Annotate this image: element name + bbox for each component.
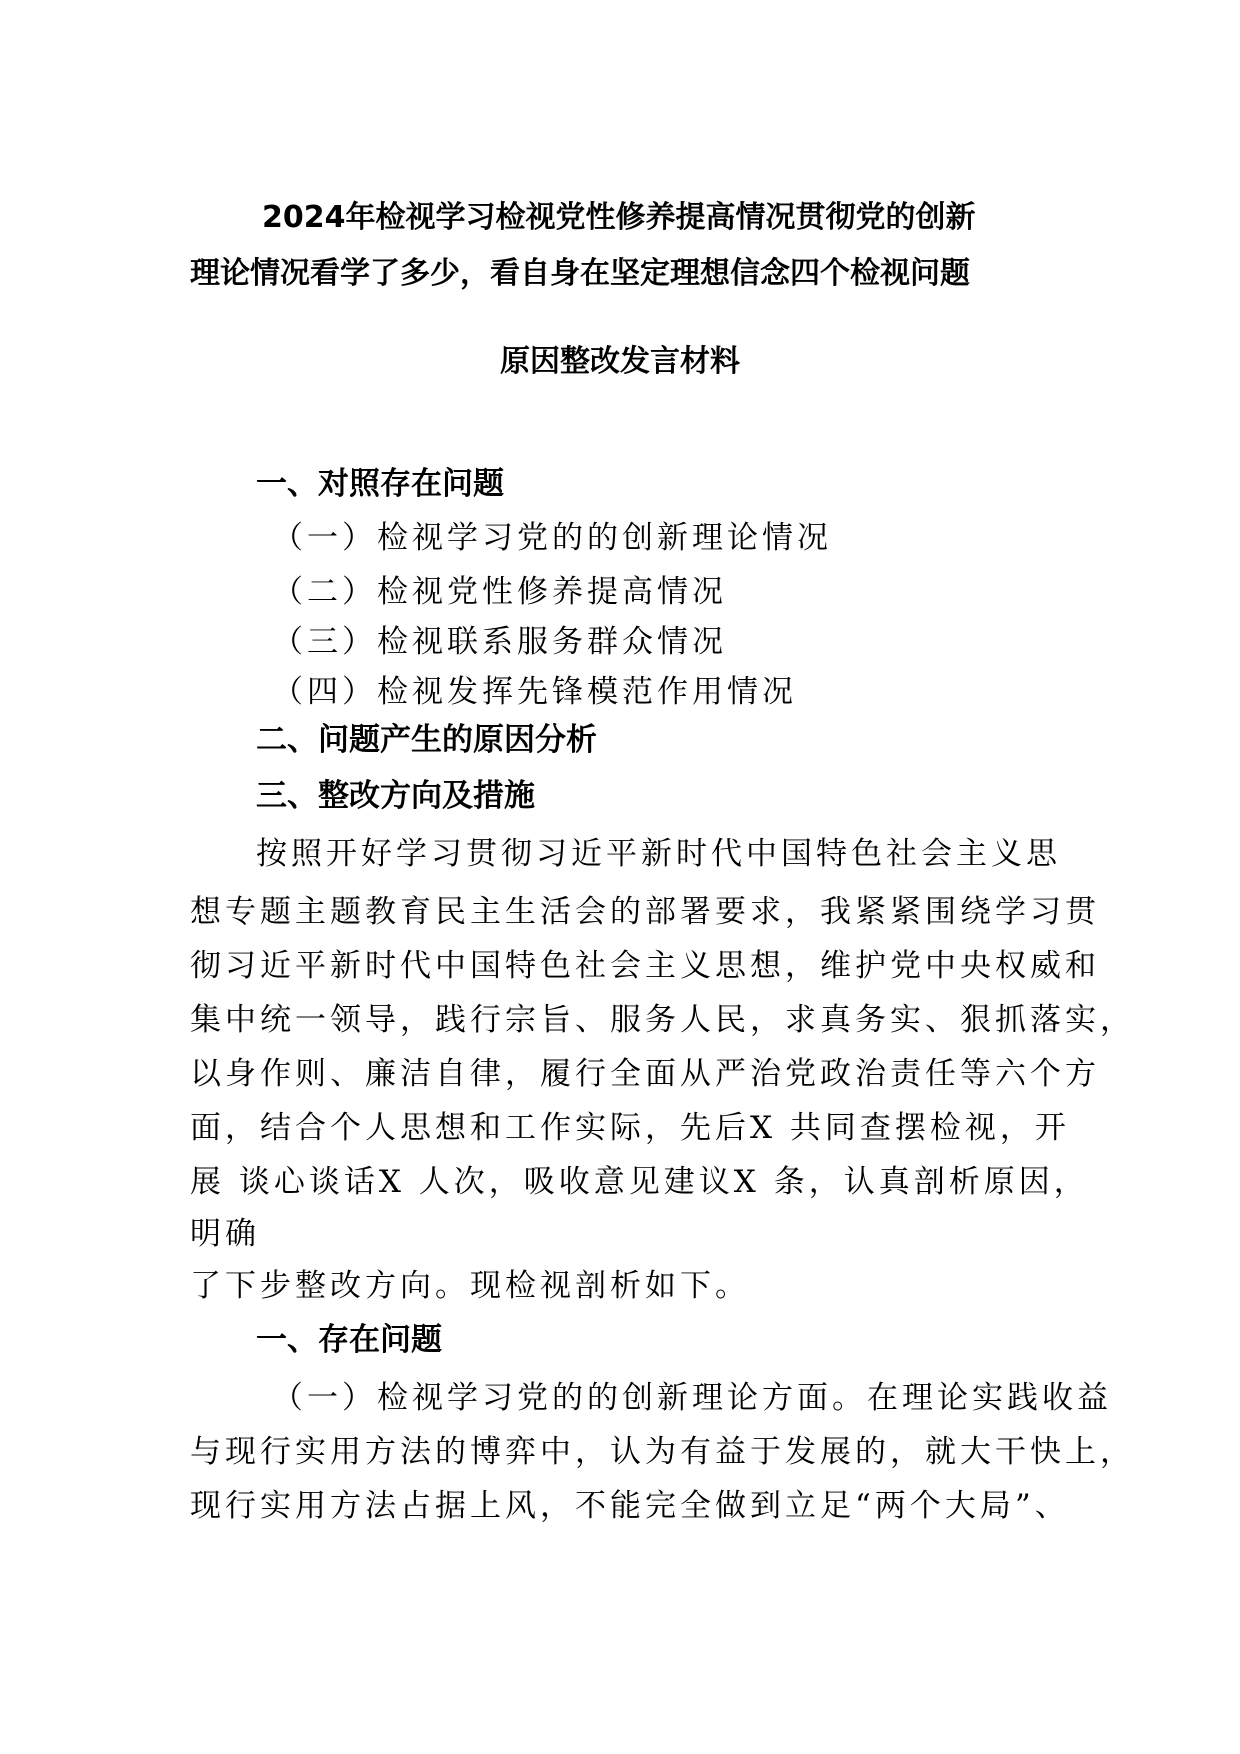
section-heading-3: 三、整改方向及措施 — [256, 778, 535, 814]
body-line: 集中统一领导，践行宗旨、服务人民，求真务实、狠抓落实， — [190, 1002, 1135, 1038]
document-title-line-3: 原因整改发言材料 — [500, 344, 740, 379]
body-line: 明确 — [190, 1216, 260, 1252]
body-line: 彻习近平新时代中国特色社会主义思想，维护党中央权威和 — [190, 948, 1100, 984]
section-1-item-2: （二）检视党性修养提高情况 — [272, 574, 727, 610]
body-line: 想专题主题教育民主生活会的部署要求，我紧紧围绕学习贯 — [190, 894, 1100, 930]
existing-line: 现行实用方法占据上风，不能完全做到立足“两个大局”、 — [190, 1488, 1070, 1524]
section-heading-2: 二、问题产生的原因分析 — [256, 722, 597, 758]
body-line: 按照开好学习贯彻习近平新时代中国特色社会主义思 — [256, 836, 1061, 872]
section-heading-1: 一、对照存在问题 — [256, 466, 504, 502]
existing-line: （一）检视学习党的的创新理论方面。在理论实践收益 — [272, 1380, 1112, 1416]
section-1-item-3: （三）检视联系服务群众情况 — [272, 624, 727, 660]
section-1-item-4: （四）检视发挥先锋模范作用情况 — [272, 674, 797, 710]
body-line: 以身作则、廉洁自律，履行全面从严治党政治责任等六个方 — [190, 1056, 1100, 1092]
document-title-line-1: 2024年检视学习检视党性修养提高情况贯彻党的创新 — [262, 200, 976, 235]
document-title-line-2: 理论情况看学了多少，看自身在坚定理想信念四个检视问题 — [190, 256, 970, 291]
section-1-item-1: （一）检视学习党的的创新理论情况 — [272, 520, 832, 556]
body-line: 面，结合个人思想和工作实际，先后X 共同查摆检视，开 — [190, 1110, 1070, 1146]
body-line: 了下步整改方向。现检视剖析如下。 — [190, 1268, 750, 1304]
body-line: 展 谈心谈话X 人次，吸收意见建议X 条，认真剖析原因， — [190, 1164, 1089, 1200]
existing-line: 与现行实用方法的博弈中，认为有益于发展的，就大干快上， — [190, 1434, 1135, 1470]
existing-problems-heading: 一、存在问题 — [256, 1322, 442, 1358]
